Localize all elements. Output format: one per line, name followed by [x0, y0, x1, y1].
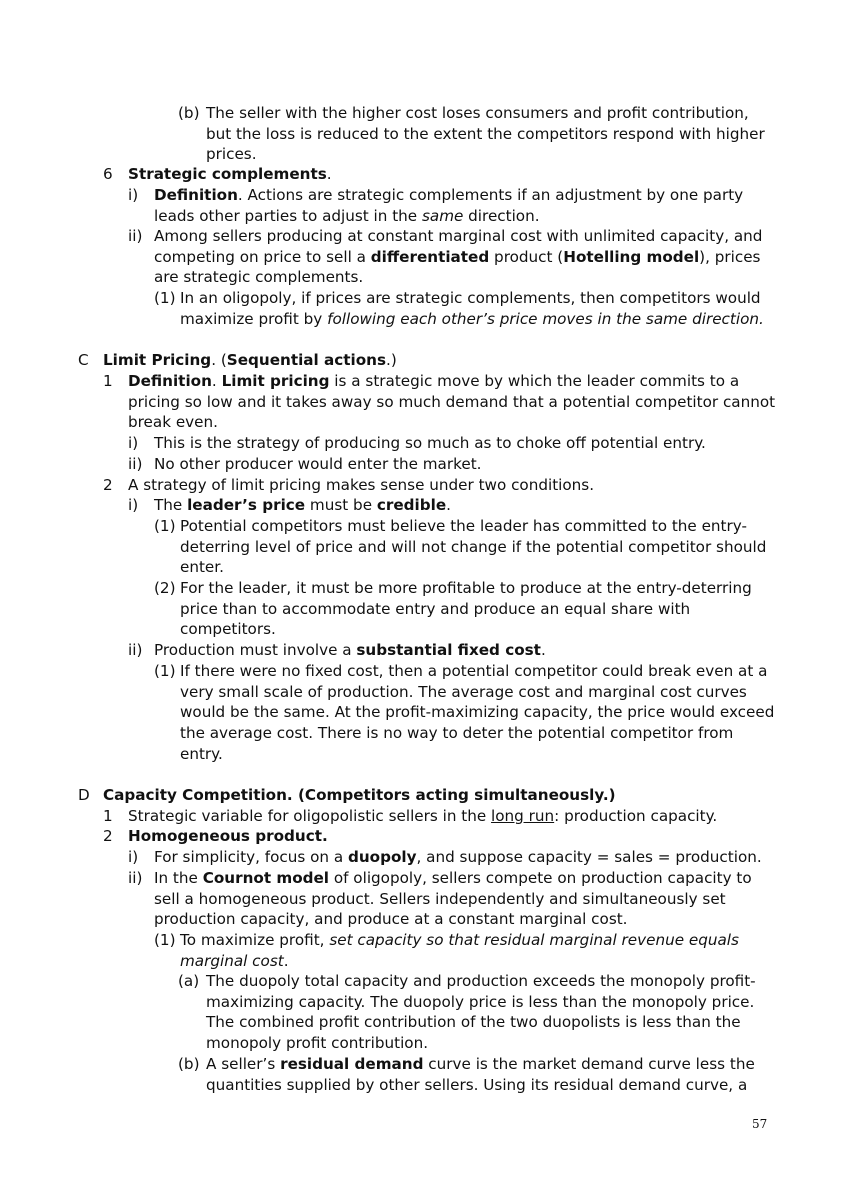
outline-marker: C: [78, 351, 89, 369]
text-run: Production must involve a: [154, 641, 357, 659]
bold-term: duopoly: [347, 848, 417, 866]
text-run: Strategic variable for oligopolistic sellers in the: [128, 807, 492, 825]
underlined-phrase: long run: [491, 807, 555, 825]
text-line: [206, 103, 749, 123]
text-line: [154, 889, 726, 909]
text-line: [128, 806, 717, 826]
text-run: Among sellers producing at constant marginal cost with unlimited capacity, and: [154, 227, 763, 245]
text-line: [154, 847, 762, 867]
text-run: leads other parties to adjust in the: [154, 206, 422, 225]
text-line: [128, 371, 739, 391]
text-run: If there were no fixed cost, then a potential competitor could break even at a: [180, 662, 768, 680]
bold-term: Strategic complements: [128, 165, 327, 183]
text-run: The duopoly total capacity and production exceeds the monopoly profit-: [206, 972, 756, 990]
text-run: the average cost. There is no way to deter the potential competitor from: [180, 724, 734, 743]
text-run: deterring level of price and will not change if the potential competitor should: [180, 537, 767, 556]
text-run: For the leader, it must be more profitable to produce at the entry-deterring: [180, 579, 752, 597]
text-line: [180, 682, 747, 702]
bold-term: Sequential actions: [226, 351, 387, 369]
outline-marker: (b): [178, 1055, 200, 1073]
text-line: [180, 309, 764, 329]
outline-marker: ii): [128, 455, 143, 473]
text-run: direction.: [463, 206, 540, 225]
text-run: monopoly profit contribution.: [206, 1034, 429, 1053]
text-run: In the: [154, 869, 203, 887]
text-run: competing on price to sell a: [154, 247, 371, 266]
text-run: The seller with the higher cost loses consumers and profit contribution,: [206, 104, 749, 122]
text-run: sell a homogeneous product. Sellers independently and simultaneously set: [154, 889, 726, 908]
text-run: competitors.: [180, 620, 276, 639]
text-run: break even.: [128, 413, 218, 432]
outline-marker: i): [128, 848, 139, 866]
outline-marker: (a): [178, 972, 200, 990]
text-run: is a strategic move by which the leader commits to a: [329, 372, 740, 390]
text-line: [180, 661, 767, 681]
text-run: production capacity, and produce at a constant marginal cost.: [154, 910, 628, 929]
text-line: [206, 971, 756, 991]
text-line: [154, 640, 546, 660]
outline-marker: i): [128, 434, 139, 452]
text-line: [206, 1033, 428, 1053]
text-run: maximize profit by: [180, 309, 328, 328]
bold-term: differentiated: [370, 247, 490, 266]
text-line: [180, 537, 766, 557]
bold-term: Capacity Competition. (Competitors acting simultaneously.): [103, 786, 616, 804]
page-number: 57: [752, 1117, 768, 1131]
text-run: price than to accommodate entry and produce an equal share with: [180, 599, 691, 618]
text-run: pricing so low and it takes away so much demand that a potential competitor cannot: [128, 392, 776, 411]
text-run: entry.: [180, 744, 223, 763]
bold-term: leader’s price: [187, 496, 306, 514]
bold-term: Homogeneous product.: [128, 827, 328, 845]
text-run: A strategy of limit pricing makes sense under two conditions.: [128, 476, 595, 494]
text-line: [154, 454, 482, 474]
text-run: very small scale of production. The average cost and marginal cost curves: [180, 682, 747, 701]
text-line: [206, 1054, 755, 1074]
text-run: .: [283, 951, 289, 970]
bold-term: credible: [376, 496, 447, 514]
bold-term: substantial fixed cost: [356, 641, 541, 659]
bold-term: Limit pricing: [221, 372, 330, 390]
text-line: [180, 619, 276, 639]
text-run: For simplicity, focus on a: [154, 848, 348, 866]
text-line: [206, 1075, 747, 1095]
text-line: [180, 599, 690, 619]
text-line: [103, 350, 397, 370]
text-run: prices.: [206, 145, 257, 164]
text-line: [128, 475, 594, 495]
text-run: must be: [305, 496, 377, 514]
outline-marker: (1): [154, 517, 176, 535]
outline-marker: (1): [154, 662, 176, 680]
outline-marker: i): [128, 186, 139, 204]
text-run: of oligopoly, sellers compete on production capacity to: [329, 869, 752, 887]
text-line: [154, 267, 363, 287]
text-line: [103, 785, 616, 805]
bold-term: residual demand: [280, 1055, 424, 1073]
text-run: product (: [489, 247, 564, 266]
text-run: curve is the market demand curve less the: [423, 1055, 755, 1073]
text-line: [206, 144, 257, 164]
bold-term: Hotelling model: [563, 247, 700, 266]
text-line: [128, 164, 332, 184]
text-run: No other producer would enter the market.: [154, 455, 482, 473]
italic-phrase: same: [421, 206, 464, 225]
text-line: [180, 951, 289, 971]
italic-phrase: following each other’s price moves in the same direction.: [327, 309, 764, 328]
italic-phrase: marginal cost: [180, 951, 284, 970]
outline-marker: 1: [103, 807, 113, 825]
text-line: [180, 702, 774, 722]
text-run: .): [386, 351, 397, 369]
text-run: are strategic complements.: [154, 268, 364, 287]
italic-phrase: set capacity so that residual marginal revenue equals: [329, 931, 739, 949]
text-run: A seller’s: [206, 1055, 281, 1073]
text-line: [154, 433, 706, 453]
text-run: .: [211, 372, 222, 390]
outline-marker: (b): [178, 104, 200, 122]
outline-marker: ii): [128, 641, 143, 659]
text-run: .: [540, 641, 546, 659]
outline-marker: (2): [154, 579, 176, 597]
text-line: [154, 495, 451, 515]
text-run: .: [326, 165, 332, 183]
text-line: [128, 826, 328, 846]
outline-marker: 6: [103, 165, 113, 183]
outline-marker: (1): [154, 289, 176, 307]
text-run: but the loss is reduced to the extent the competitors respond with higher: [206, 124, 765, 143]
text-run: . (: [211, 351, 227, 369]
outline-marker: ii): [128, 227, 143, 245]
text-line: [180, 723, 733, 743]
outline-marker: i): [128, 496, 139, 514]
outline-marker: (1): [154, 931, 176, 949]
bold-term: Definition: [128, 372, 212, 390]
text-line: [180, 288, 761, 308]
text-run: The: [154, 496, 188, 514]
text-run: quantities supplied by other sellers. Using its residual demand curve, a: [206, 1075, 748, 1094]
text-run: .: [446, 496, 451, 514]
text-line: [128, 392, 775, 412]
text-line: [206, 992, 754, 1012]
text-run: ), prices: [699, 247, 761, 266]
text-line: [154, 909, 628, 929]
text-line: [206, 1012, 741, 1032]
text-run: Potential competitors must believe the leader has committed to the entry-: [180, 517, 747, 535]
text-run: maximizing capacity. The duopoly price is less than the monopoly price.: [206, 992, 755, 1011]
text-run: The combined profit contribution of the two duopolists is less than the: [206, 1013, 741, 1032]
outline-marker: 2: [103, 827, 113, 845]
text-run: enter.: [180, 558, 224, 577]
text-line: [180, 516, 747, 536]
outline-marker: D: [78, 786, 90, 804]
text-run: , and suppose capacity = sales = production.: [416, 848, 762, 866]
text-line: [154, 206, 540, 226]
text-run: would be the same. At the profit-maximizing capacity, the price would exceed: [180, 703, 775, 722]
outline-marker: ii): [128, 869, 143, 887]
text-line: [180, 557, 224, 577]
text-run: : production capacity.: [554, 807, 718, 825]
text-line: [180, 930, 739, 950]
text-line: [180, 744, 223, 764]
text-line: [154, 226, 762, 246]
text-line: [154, 868, 752, 888]
outline-marker: 2: [103, 476, 113, 494]
text-line: [180, 578, 752, 598]
text-line: [128, 412, 218, 432]
text-line: [154, 247, 760, 267]
outline-marker: 1: [103, 372, 113, 390]
text-line: [154, 185, 743, 205]
text-run: This is the strategy of producing so much as to choke off potential entry.: [154, 434, 706, 452]
bold-term: Cournot model: [202, 869, 330, 887]
text-line: [206, 124, 765, 144]
text-run: To maximize profit,: [180, 931, 330, 949]
text-run: . Actions are strategic complements if an adjustment by one party: [237, 186, 744, 204]
text-run: In an oligopoly, if prices are strategic complements, then competitors would: [180, 289, 761, 307]
bold-term: Limit Pricing: [103, 351, 212, 369]
bold-term: Definition: [154, 186, 238, 204]
